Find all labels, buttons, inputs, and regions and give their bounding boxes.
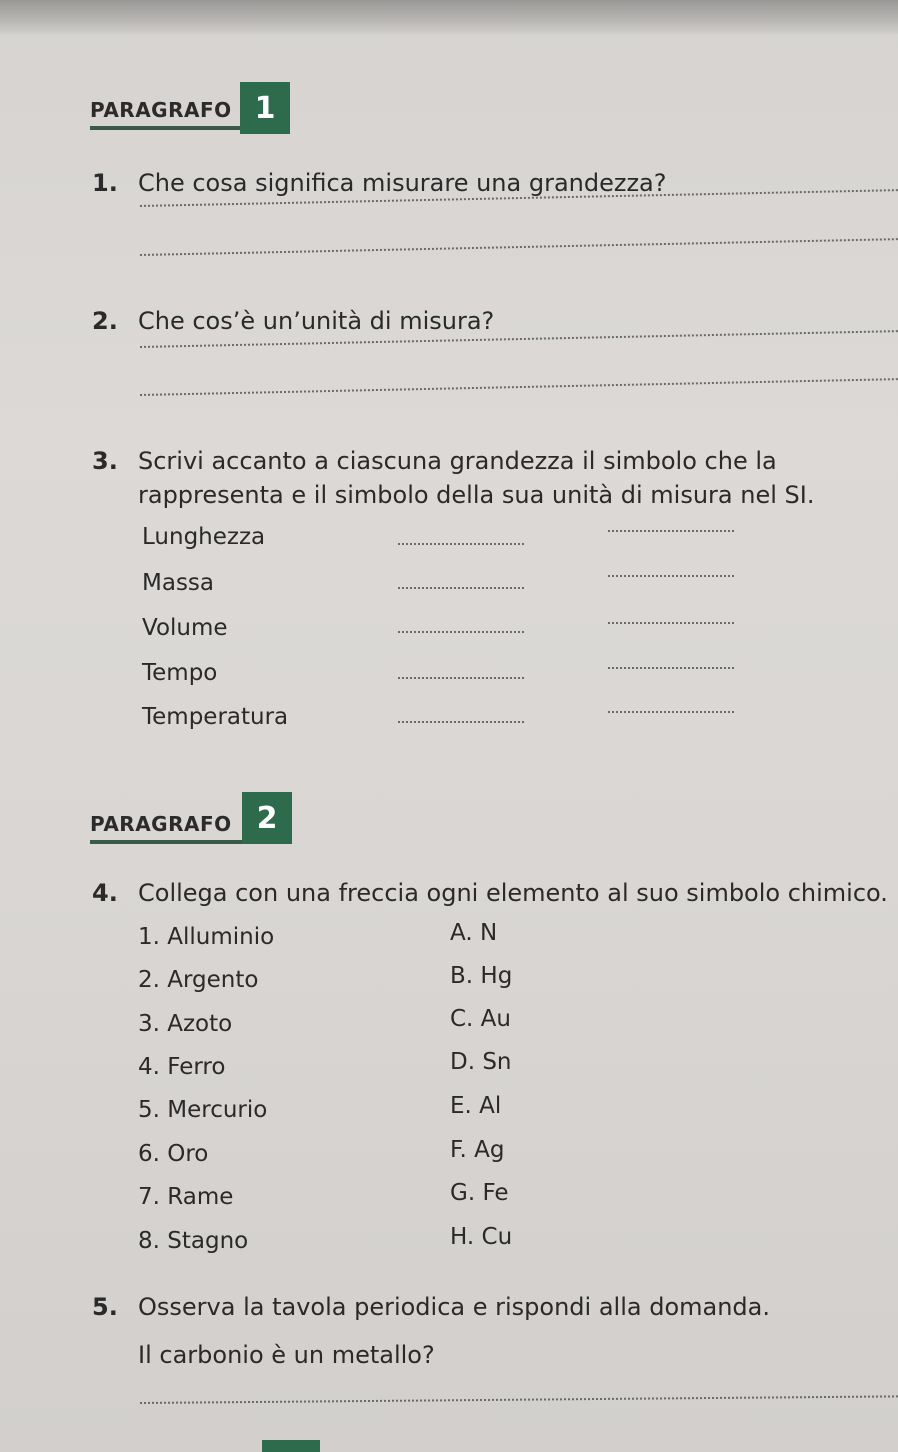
question-3 — [92, 446, 777, 476]
element-item[interactable]: 4. Ferro — [138, 1054, 226, 1080]
symbol-blank[interactable] — [398, 631, 524, 633]
symbol-item[interactable]: B. Hg — [450, 963, 513, 989]
quantity-volume: Volume — [142, 615, 228, 641]
page-header-band — [0, 0, 898, 34]
section-number-badge: 2 — [242, 792, 292, 844]
section-label: PARAGRAFO — [90, 98, 232, 122]
symbol-item[interactable]: H. Cu — [450, 1224, 513, 1250]
symbol-item[interactable]: D. Sn — [450, 1049, 512, 1075]
question-3-line2: rappresenta e il simbolo della sua unità di misura nel SI. — [138, 481, 815, 509]
quantity-temperatura: Temperatura — [142, 704, 289, 730]
element-item[interactable]: 5. Mercurio — [138, 1097, 268, 1123]
section-label: PARAGRAFO — [90, 812, 232, 836]
symbol-item[interactable]: C. Au — [450, 1006, 511, 1032]
symbol-item[interactable]: A. N — [450, 920, 498, 946]
question-1 — [92, 168, 667, 198]
quantity-tempo: Tempo — [142, 660, 218, 686]
question-4 — [92, 878, 888, 908]
symbol-item[interactable]: G. Fe — [450, 1180, 509, 1206]
element-item[interactable]: 1. Alluminio — [138, 924, 275, 950]
answer-line[interactable] — [140, 1395, 898, 1404]
question-5-sub: Il carbonio è un metallo? — [138, 1341, 435, 1369]
symbol-blank[interactable] — [398, 587, 524, 589]
unit-blank[interactable] — [608, 711, 734, 713]
section-underline — [90, 840, 242, 844]
symbol-blank[interactable] — [398, 721, 524, 723]
unit-blank[interactable] — [608, 667, 734, 669]
question-2 — [92, 306, 494, 336]
question-text: Che cosa significa misurare una grandezza? — [138, 169, 667, 197]
element-item[interactable]: 3. Azoto — [138, 1011, 233, 1037]
question-number: 2. — [92, 307, 118, 335]
question-text: Collega con una freccia ogni elemento al suo simbolo chimico. — [138, 879, 888, 907]
unit-blank[interactable] — [608, 575, 734, 577]
section-underline — [90, 126, 242, 130]
symbol-blank[interactable] — [398, 677, 524, 679]
question-text: Osserva la tavola periodica e rispondi alla domanda. — [138, 1293, 770, 1321]
answer-line[interactable] — [140, 378, 898, 396]
section-marker-bottom — [262, 1440, 320, 1452]
question-number: 5. — [92, 1293, 118, 1321]
symbol-item[interactable]: F. Ag — [450, 1137, 505, 1163]
question-number: 1. — [92, 169, 118, 197]
symbol-item[interactable]: E. Al — [450, 1093, 502, 1119]
question-5 — [92, 1292, 770, 1322]
question-text: Che cos’è un’unità di misura? — [138, 307, 495, 335]
quantity-massa: Massa — [142, 570, 214, 596]
element-item[interactable]: 7. Rame — [138, 1184, 234, 1210]
answer-line[interactable] — [140, 238, 898, 256]
unit-blank[interactable] — [608, 622, 734, 624]
element-item[interactable]: 2. Argento — [138, 967, 259, 993]
element-item[interactable]: 6. Oro — [138, 1141, 209, 1167]
section-number-badge: 1 — [240, 82, 290, 134]
element-item[interactable]: 8. Stagno — [138, 1228, 249, 1254]
quantity-lunghezza: Lunghezza — [142, 524, 266, 550]
symbol-blank[interactable] — [398, 543, 524, 545]
question-text: Scrivi accanto a ciascuna grandezza il simbolo che la — [138, 447, 777, 475]
unit-blank[interactable] — [608, 530, 734, 532]
question-number: 3. — [92, 447, 118, 475]
question-number: 4. — [92, 879, 118, 907]
